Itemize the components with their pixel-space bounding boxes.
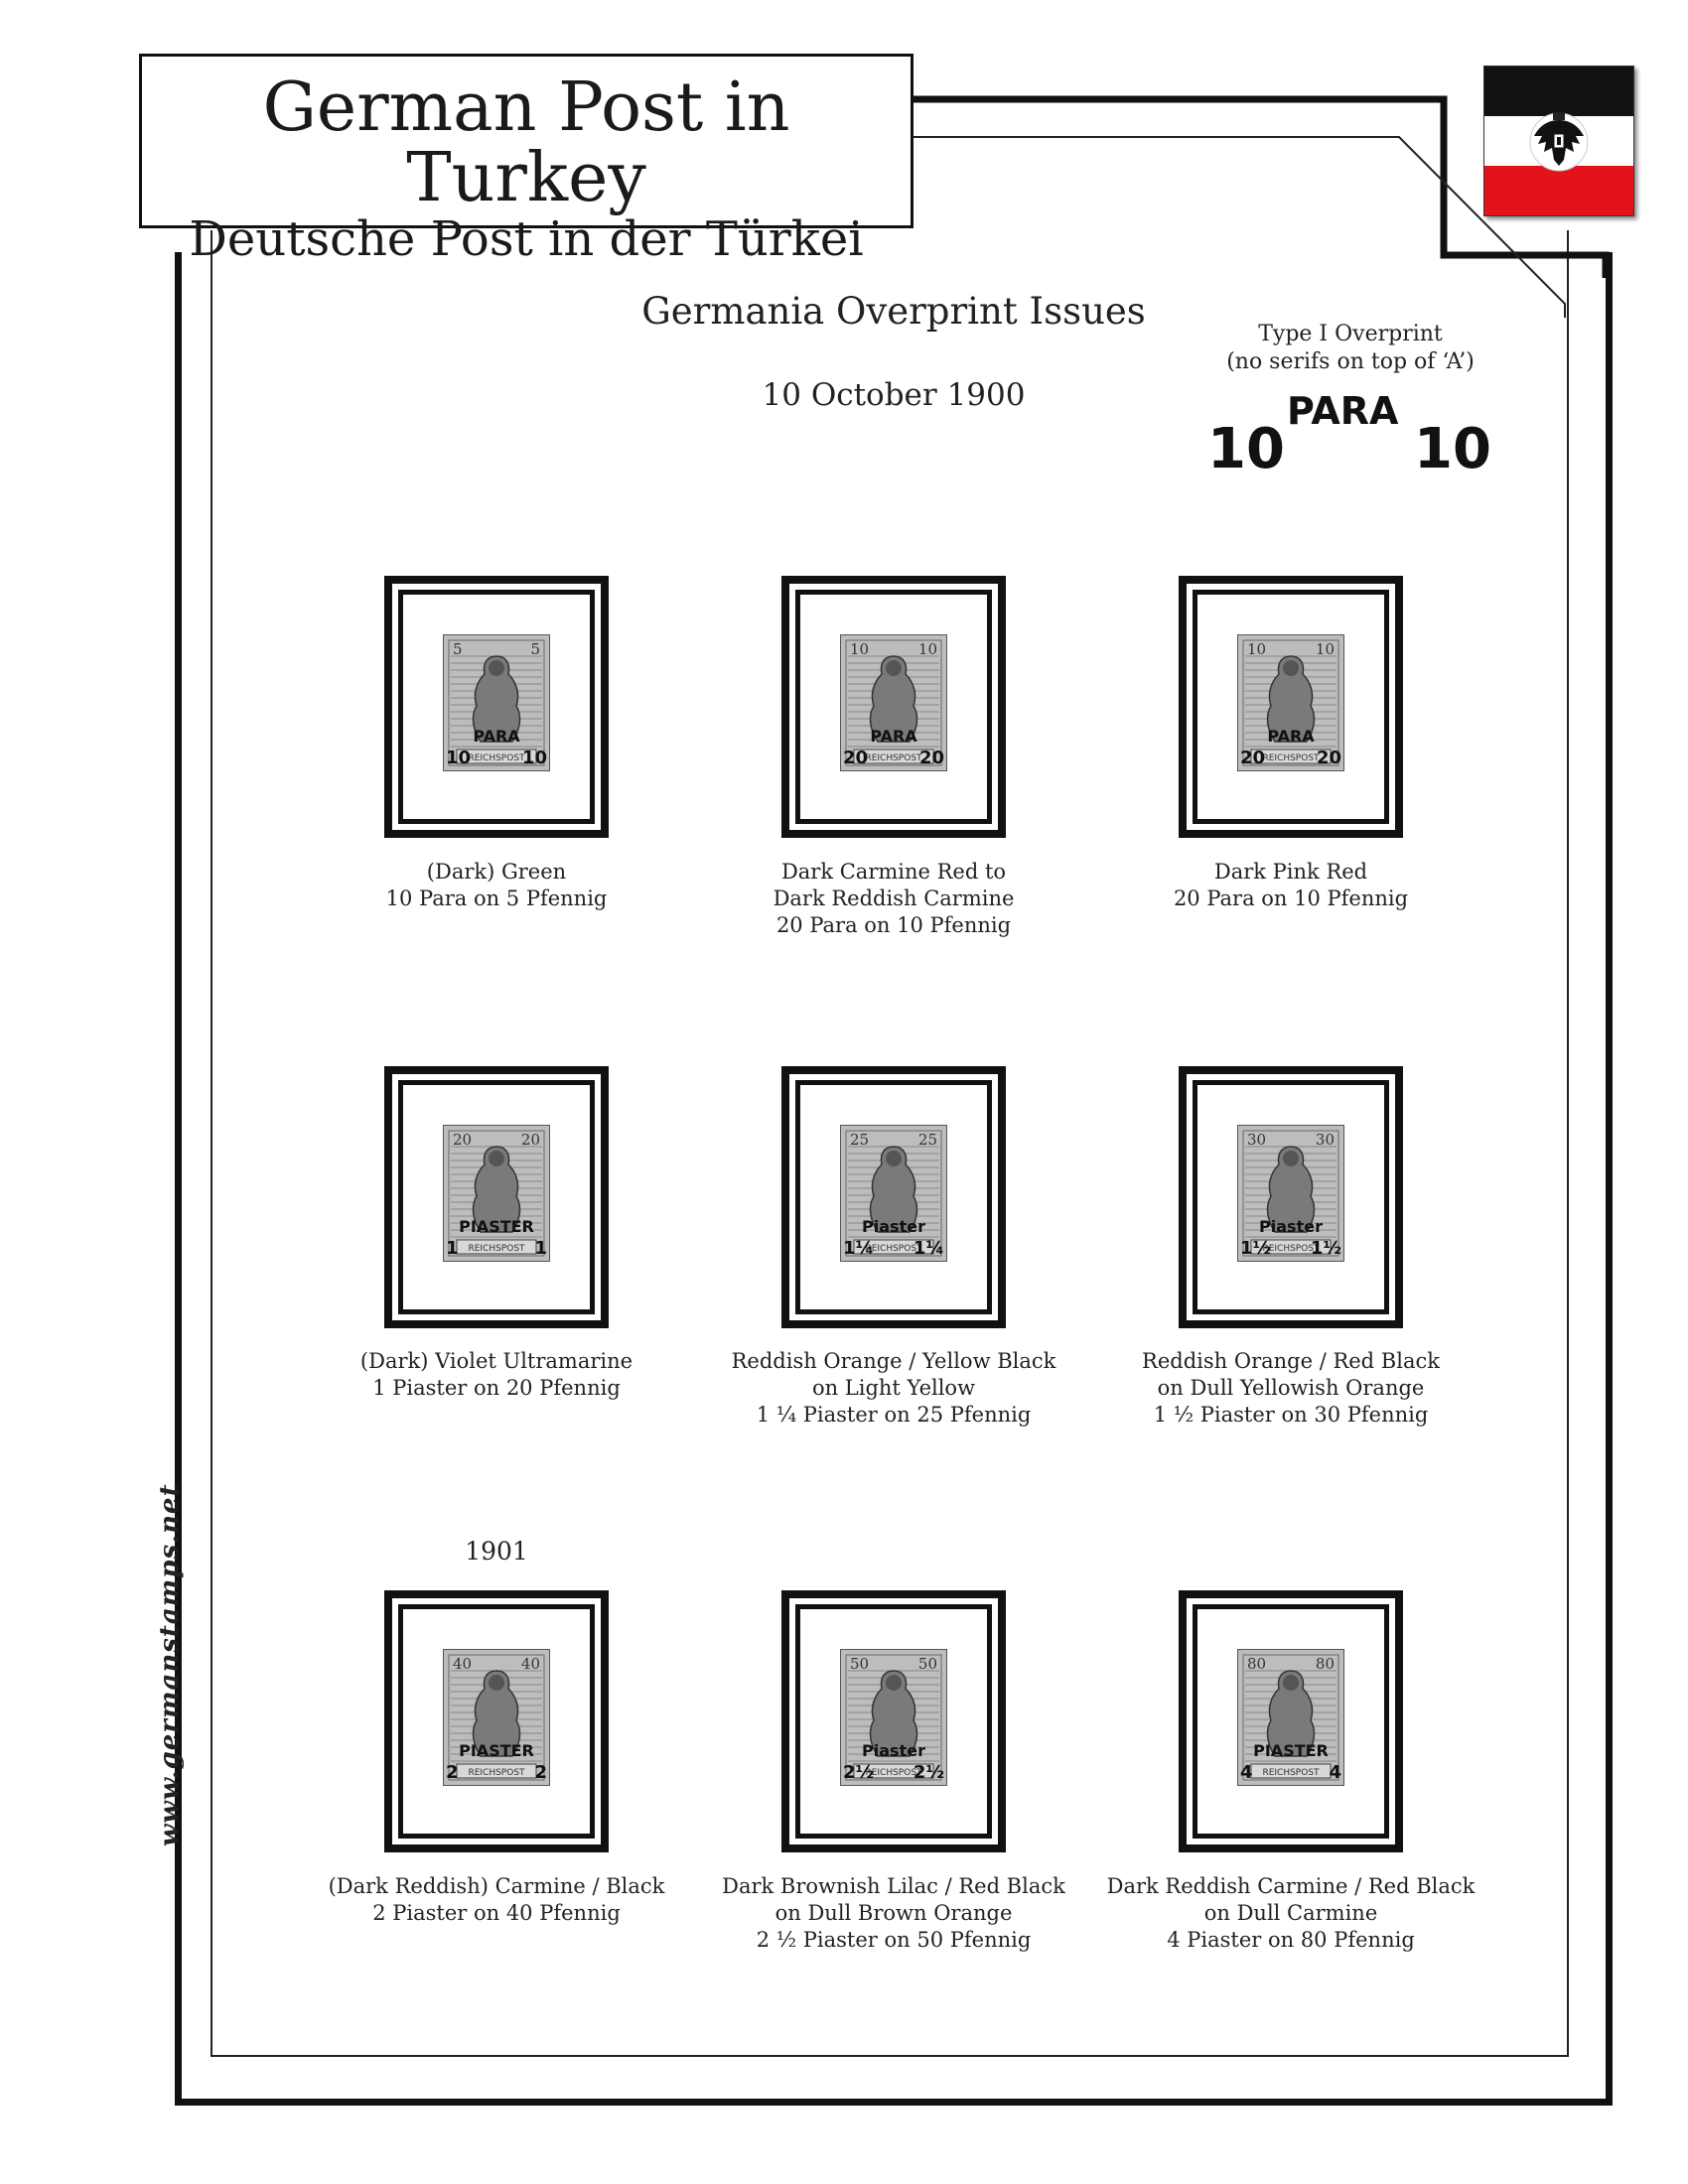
stamp-mount — [384, 1590, 609, 1852]
stamp-top-left-value: 10 — [1247, 640, 1267, 658]
website-url: www.germanstamps.net — [155, 1483, 185, 1846]
section-heading: Germania Overprint Issues — [641, 290, 1146, 333]
stamp-mount — [1179, 1590, 1403, 1852]
stamp-overprint: PIASTER — [1253, 1741, 1329, 1760]
stamp-overprint: PARA — [870, 727, 917, 746]
overprint-sample-left: 10 — [1207, 417, 1285, 481]
stamp-bottom-left-value: 2½ — [843, 1762, 875, 1783]
stamp-top-left-value: 30 — [1247, 1131, 1267, 1149]
overprint-sample-right: 10 — [1414, 417, 1491, 481]
caption-line3: 20 Para on 10 Pfennig — [775, 913, 1012, 937]
stamp-caption — [1092, 1348, 1489, 1429]
stamp-caption — [695, 859, 1092, 939]
stamp-top-left-value: 50 — [850, 1655, 870, 1673]
stamp-inscription: REICHSPOST — [1262, 753, 1320, 763]
type-note-detail: (no serifs on top of ‘A’) — [1226, 349, 1475, 374]
caption-line1: Dark Reddish Carmine / Red Black — [1106, 1874, 1476, 1898]
stamp-image — [1237, 634, 1344, 771]
stamp-mount — [781, 1066, 1006, 1328]
caption-line1: Dark Pink Red — [1213, 860, 1368, 884]
stamp-caption — [1092, 859, 1489, 912]
stamp-top-left-value: 25 — [850, 1131, 870, 1149]
caption-line3: 4 Piaster on 80 Pfennig — [1167, 1928, 1415, 1952]
stamp-mount — [781, 576, 1006, 838]
caption-line2: 10 Para on 5 Pfennig — [385, 887, 608, 910]
stamp-caption — [1092, 1873, 1489, 1954]
type-note-title: Type I Overprint — [1258, 322, 1443, 346]
stamp-top-right-value: 50 — [917, 1655, 937, 1673]
stamp-top-right-value: 80 — [1315, 1655, 1335, 1673]
caption-line2: on Dull Yellowish Orange — [1157, 1376, 1425, 1400]
stamp-image — [443, 1125, 550, 1262]
stamp-bottom-right-value: 2½ — [913, 1762, 944, 1783]
eagle-icon — [1528, 106, 1590, 178]
caption-line1: Reddish Orange / Red Black — [1142, 1349, 1440, 1373]
caption-line3: 1 ¼ Piaster on 25 Pfennig — [756, 1403, 1032, 1427]
stamp-inscription: REICHSPOST — [865, 1768, 922, 1778]
stamp-overprint: PARA — [473, 727, 520, 746]
stamp-bottom-left-value: 1½ — [1240, 1238, 1272, 1259]
caption-line1: Reddish Orange / Yellow Black — [731, 1349, 1056, 1373]
stamp-mount — [1179, 1066, 1403, 1328]
stamp-bottom-left-value: 4 — [1240, 1762, 1253, 1783]
stamp-caption — [298, 859, 695, 912]
stamp-caption — [298, 1873, 695, 1927]
page-subtitle: Deutsche Post in der Türkei — [189, 210, 864, 267]
stamp-top-left-value: 5 — [453, 640, 463, 658]
stamp-bottom-left-value: 1¼ — [843, 1238, 875, 1259]
imperial-flag — [1483, 66, 1634, 216]
stamp-bottom-left-value: 1 — [446, 1238, 459, 1259]
stamp-overprint: Piaster — [862, 1217, 925, 1236]
stamp-image — [840, 634, 947, 771]
stamp-top-right-value: 40 — [520, 1655, 540, 1673]
caption-line2: Dark Reddish Carmine — [773, 887, 1015, 910]
stamp-bottom-right-value: 1½ — [1310, 1238, 1341, 1259]
stamp-bottom-right-value: 20 — [1316, 748, 1341, 768]
stamp-image — [1237, 1649, 1344, 1786]
stamp-image — [840, 1125, 947, 1262]
caption-line2: on Dull Brown Orange — [774, 1901, 1013, 1925]
stamp-caption — [695, 1348, 1092, 1429]
stamp-mount — [384, 1066, 609, 1328]
stamp-top-left-value: 10 — [850, 640, 870, 658]
caption-line3: 1 ½ Piaster on 30 Pfennig — [1153, 1403, 1429, 1427]
stamp-inscription: REICHSPOST — [468, 1244, 525, 1254]
stamp-bottom-right-value: 10 — [521, 748, 547, 768]
caption-line2: 2 Piaster on 40 Pfennig — [372, 1901, 621, 1925]
stamp-overprint: PIASTER — [459, 1741, 534, 1760]
stamp-top-right-value: 30 — [1315, 1131, 1335, 1149]
stamp-bottom-left-value: 20 — [1240, 748, 1266, 768]
page-title: German Post in Turkey — [262, 68, 790, 218]
issue-date: 10 October 1900 — [762, 377, 1026, 413]
type-note — [1192, 321, 1509, 376]
stamp-overprint: Piaster — [862, 1741, 925, 1760]
caption-line2: on Dull Carmine — [1203, 1901, 1378, 1925]
stamp-top-right-value: 10 — [1315, 640, 1335, 658]
stamp-inscription: REICHSPOST — [1262, 1244, 1320, 1254]
stamp-bottom-right-value: 20 — [918, 748, 944, 768]
stamp-image — [443, 1649, 550, 1786]
stamp-top-left-value: 40 — [453, 1655, 473, 1673]
stamp-top-right-value: 25 — [917, 1131, 937, 1149]
stamp-top-right-value: 20 — [520, 1131, 540, 1149]
caption-line2: 1 Piaster on 20 Pfennig — [372, 1376, 621, 1400]
stamp-top-right-value: 10 — [917, 640, 937, 658]
caption-line1: Dark Carmine Red to — [780, 860, 1007, 884]
year-label: 1901 — [465, 1537, 528, 1566]
stamp-bottom-right-value: 1¼ — [913, 1238, 944, 1259]
stamp-top-left-value: 20 — [453, 1131, 473, 1149]
stamp-top-right-value: 5 — [530, 640, 540, 658]
stamp-mount — [384, 576, 609, 838]
caption-line1: Dark Brownish Lilac / Red Black — [722, 1874, 1065, 1898]
stamp-bottom-right-value: 1 — [534, 1238, 547, 1259]
stamp-mount — [781, 1590, 1006, 1852]
caption-line2: on Light Yellow — [811, 1376, 976, 1400]
stamp-image — [443, 634, 550, 771]
caption-line3: 2 ½ Piaster on 50 Pfennig — [756, 1928, 1032, 1952]
stamp-overprint: PIASTER — [459, 1217, 534, 1236]
stamp-bottom-left-value: 20 — [843, 748, 869, 768]
stamp-image — [840, 1649, 947, 1786]
stamp-image — [1237, 1125, 1344, 1262]
stamp-caption — [298, 1348, 695, 1402]
stamp-bottom-right-value: 4 — [1329, 1762, 1341, 1783]
caption-line1: (Dark Reddish) Carmine / Black — [328, 1874, 665, 1898]
overprint-sample-word: PARA — [1287, 389, 1399, 433]
stamp-top-left-value: 80 — [1247, 1655, 1267, 1673]
stamp-bottom-left-value: 2 — [446, 1762, 459, 1783]
caption-line1: (Dark) Violet Ultramarine — [359, 1349, 633, 1373]
stamp-overprint: Piaster — [1259, 1217, 1323, 1236]
stamp-inscription: REICHSPOST — [468, 1768, 525, 1778]
stamp-inscription: REICHSPOST — [468, 753, 525, 763]
stamp-inscription: REICHSPOST — [865, 1244, 922, 1254]
stamp-inscription: REICHSPOST — [1262, 1768, 1320, 1778]
caption-line1: (Dark) Green — [426, 860, 567, 884]
stamp-caption — [695, 1873, 1092, 1954]
stamp-bottom-left-value: 10 — [446, 748, 472, 768]
stamp-inscription: REICHSPOST — [865, 753, 922, 763]
stamp-mount — [1179, 576, 1403, 838]
stamp-overprint: PARA — [1267, 727, 1315, 746]
caption-line2: 20 Para on 10 Pfennig — [1173, 887, 1409, 910]
title-box — [139, 54, 914, 267]
stamp-bottom-right-value: 2 — [534, 1762, 547, 1783]
